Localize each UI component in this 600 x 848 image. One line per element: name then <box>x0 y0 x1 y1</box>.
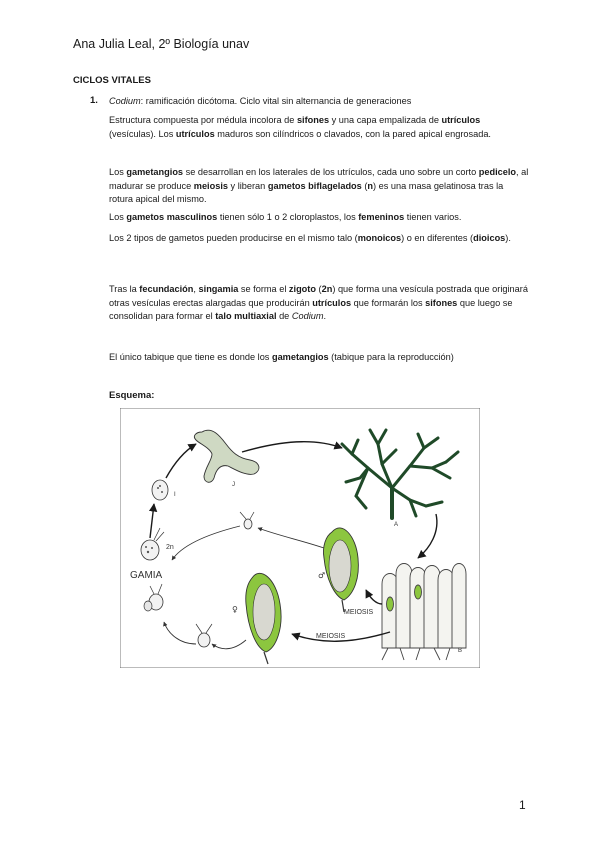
text-run: (tabique para la reproducción) <box>328 352 454 362</box>
section-title: CICLOS VITALES <box>73 75 151 86</box>
bold-term: gametos biflagelados <box>267 180 362 191</box>
text-run: tienen varios. <box>404 212 462 222</box>
text-run: que formarán los <box>351 297 426 308</box>
text-run: Estructura compuesta por médula incolora de <box>109 115 297 125</box>
bold-term: singamia <box>198 284 239 294</box>
paragraph-tabique <box>109 351 529 365</box>
text-run: que luego se consolidan para formar el <box>109 297 513 322</box>
bold-term: utrículos <box>441 115 481 125</box>
meiosis-label-1: MEIOSIS <box>344 609 374 616</box>
bold-term: dioicos <box>473 233 506 243</box>
label-i: I <box>174 492 176 498</box>
text-run: Tras la <box>109 284 140 294</box>
meiosis-label-2: MEIOSIS <box>316 633 346 640</box>
text-run: Los <box>109 167 127 177</box>
text-run: maduros son cilíndricos o clavados, con la pared apical engrosada. <box>214 128 491 139</box>
text-run: y liberan <box>228 180 268 191</box>
bold-term: zigoto <box>288 284 316 294</box>
bold-term: 2n <box>321 284 333 294</box>
text-run: se forma el <box>238 284 289 294</box>
bold-term: talo multiaxial <box>215 311 277 322</box>
text-run: y una capa empalizada de <box>329 115 442 125</box>
text-run: ) que forma una vesícula postrada que originará otras vesículas erectas alargadas que producirán <box>109 284 528 308</box>
male-symbol: ♂ <box>318 571 326 580</box>
page-number: 1 <box>519 798 526 812</box>
item-name: Codium <box>109 96 141 106</box>
text-run: de <box>276 311 292 322</box>
text-run: se desarrollan en los laterales de los utrículos, cada uno sobre un corto <box>183 167 479 177</box>
label-j: J <box>232 482 235 488</box>
text-run: El único tabique que tiene es donde los <box>109 352 272 362</box>
bold-term: n <box>367 180 374 191</box>
paragraph-gametos <box>109 211 529 225</box>
female-symbol: ♀ <box>232 605 238 614</box>
utricles-figure <box>382 564 466 661</box>
item-description: : ramificación dicótoma. Ciclo vital sin alternancia de generaciones <box>140 96 412 106</box>
text-run: ( <box>361 180 368 191</box>
text-run: , al madurar se produce <box>109 167 529 191</box>
ploidy-label: 2n <box>166 544 174 551</box>
label-b: B <box>458 648 463 654</box>
bold-term: sifones <box>425 297 458 308</box>
text-run: ). <box>505 233 511 243</box>
text-run: , <box>193 284 199 294</box>
text-run: tienen sólo 1 o 2 cloroplastos, los <box>217 212 359 222</box>
esquema-label: Esquema: <box>109 390 155 401</box>
paragraph-fecundacion <box>109 283 529 324</box>
bold-term: utrículos <box>175 128 215 139</box>
bold-term: gametos masculinos <box>126 212 218 222</box>
bold-term: sifones <box>296 115 330 125</box>
text-run: (vesículas). Los <box>109 128 176 139</box>
text-run: ) o en diferentes ( <box>401 233 474 243</box>
italic-term: Codium <box>291 311 324 322</box>
item-heading <box>109 95 529 109</box>
document-header: Ana Julia Leal, 2º Biología unav <box>73 37 250 51</box>
bold-term: fecundación <box>139 284 194 294</box>
codium-life-cycle-diagram <box>120 408 480 668</box>
label-a: A <box>394 522 399 528</box>
paragraph-structure <box>109 114 529 141</box>
text-run: Los 2 tipos de gametos pueden producirse en el mismo talo ( <box>109 233 358 243</box>
bold-term: utrículos <box>312 297 352 308</box>
bold-term: pedicelo <box>478 167 517 177</box>
text-run: Los <box>109 212 127 222</box>
text-run: . <box>323 311 327 322</box>
list-number: 1. <box>90 95 98 106</box>
paragraph-gametangios <box>109 166 529 207</box>
bold-term: monoicos <box>357 233 402 243</box>
text-run: ) es una masa gelatinosa tras la rotura apical del mismo. <box>109 180 504 205</box>
bold-term: femeninos <box>358 212 405 222</box>
gamia-label: GAMIA <box>130 570 163 581</box>
paragraph-monoicos <box>109 232 529 246</box>
bold-term: gametangios <box>271 352 329 362</box>
text-run: ( <box>315 284 322 294</box>
bold-term: gametangios <box>126 167 184 177</box>
bold-term: meiosis <box>193 180 228 191</box>
